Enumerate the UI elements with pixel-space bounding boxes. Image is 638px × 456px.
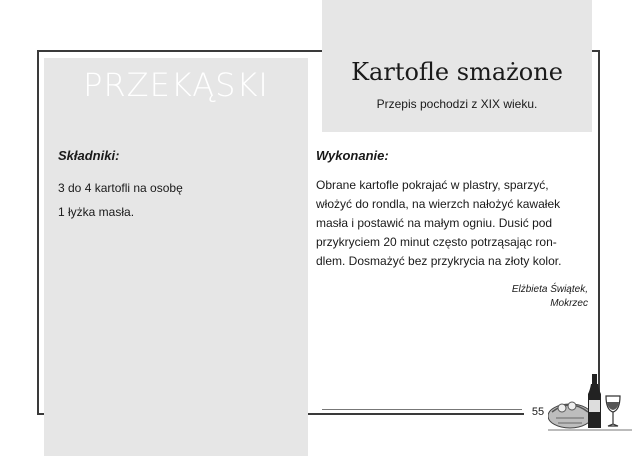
recipe-origin: Przepis pochodzi z XIX wieku. <box>376 97 538 111</box>
method-line: masła i postawić na małym ogniu. Dusić pod <box>316 216 553 230</box>
method-text <box>316 176 588 271</box>
footer-rule <box>322 409 522 410</box>
page-number: 55 <box>524 406 552 418</box>
author-place: Mokrzec <box>550 298 588 309</box>
method-heading: Wykonanie: <box>316 148 389 163</box>
ingredients-heading: Składniki: <box>58 148 120 163</box>
method-line: dlem. Dosmażyć bez przykrycia na złoty kolor. <box>316 254 562 268</box>
section-title: PRZEKĄSKI <box>83 66 269 104</box>
wine-bottle-and-basket-icon <box>548 368 632 438</box>
method-line: włożyć do rondla, na wierzch nałożyć kawałek <box>316 197 561 211</box>
method-line: Obrane kartofle pokrajać w plastry, sparzyć, <box>316 178 549 192</box>
ingredient-item: 3 do 4 kartofli na osobę <box>58 181 183 195</box>
method-line: przykryciem 20 minut często potrząsając ron- <box>316 235 557 249</box>
author-signature <box>512 283 588 311</box>
ingredient-item: 1 łyżka masła. <box>58 205 135 219</box>
ingredients-panel <box>44 58 308 456</box>
author-name: Elżbieta Świątek, <box>511 284 588 295</box>
ingredients-list <box>58 176 298 224</box>
recipe-title: Kartofle smażone <box>351 58 563 86</box>
